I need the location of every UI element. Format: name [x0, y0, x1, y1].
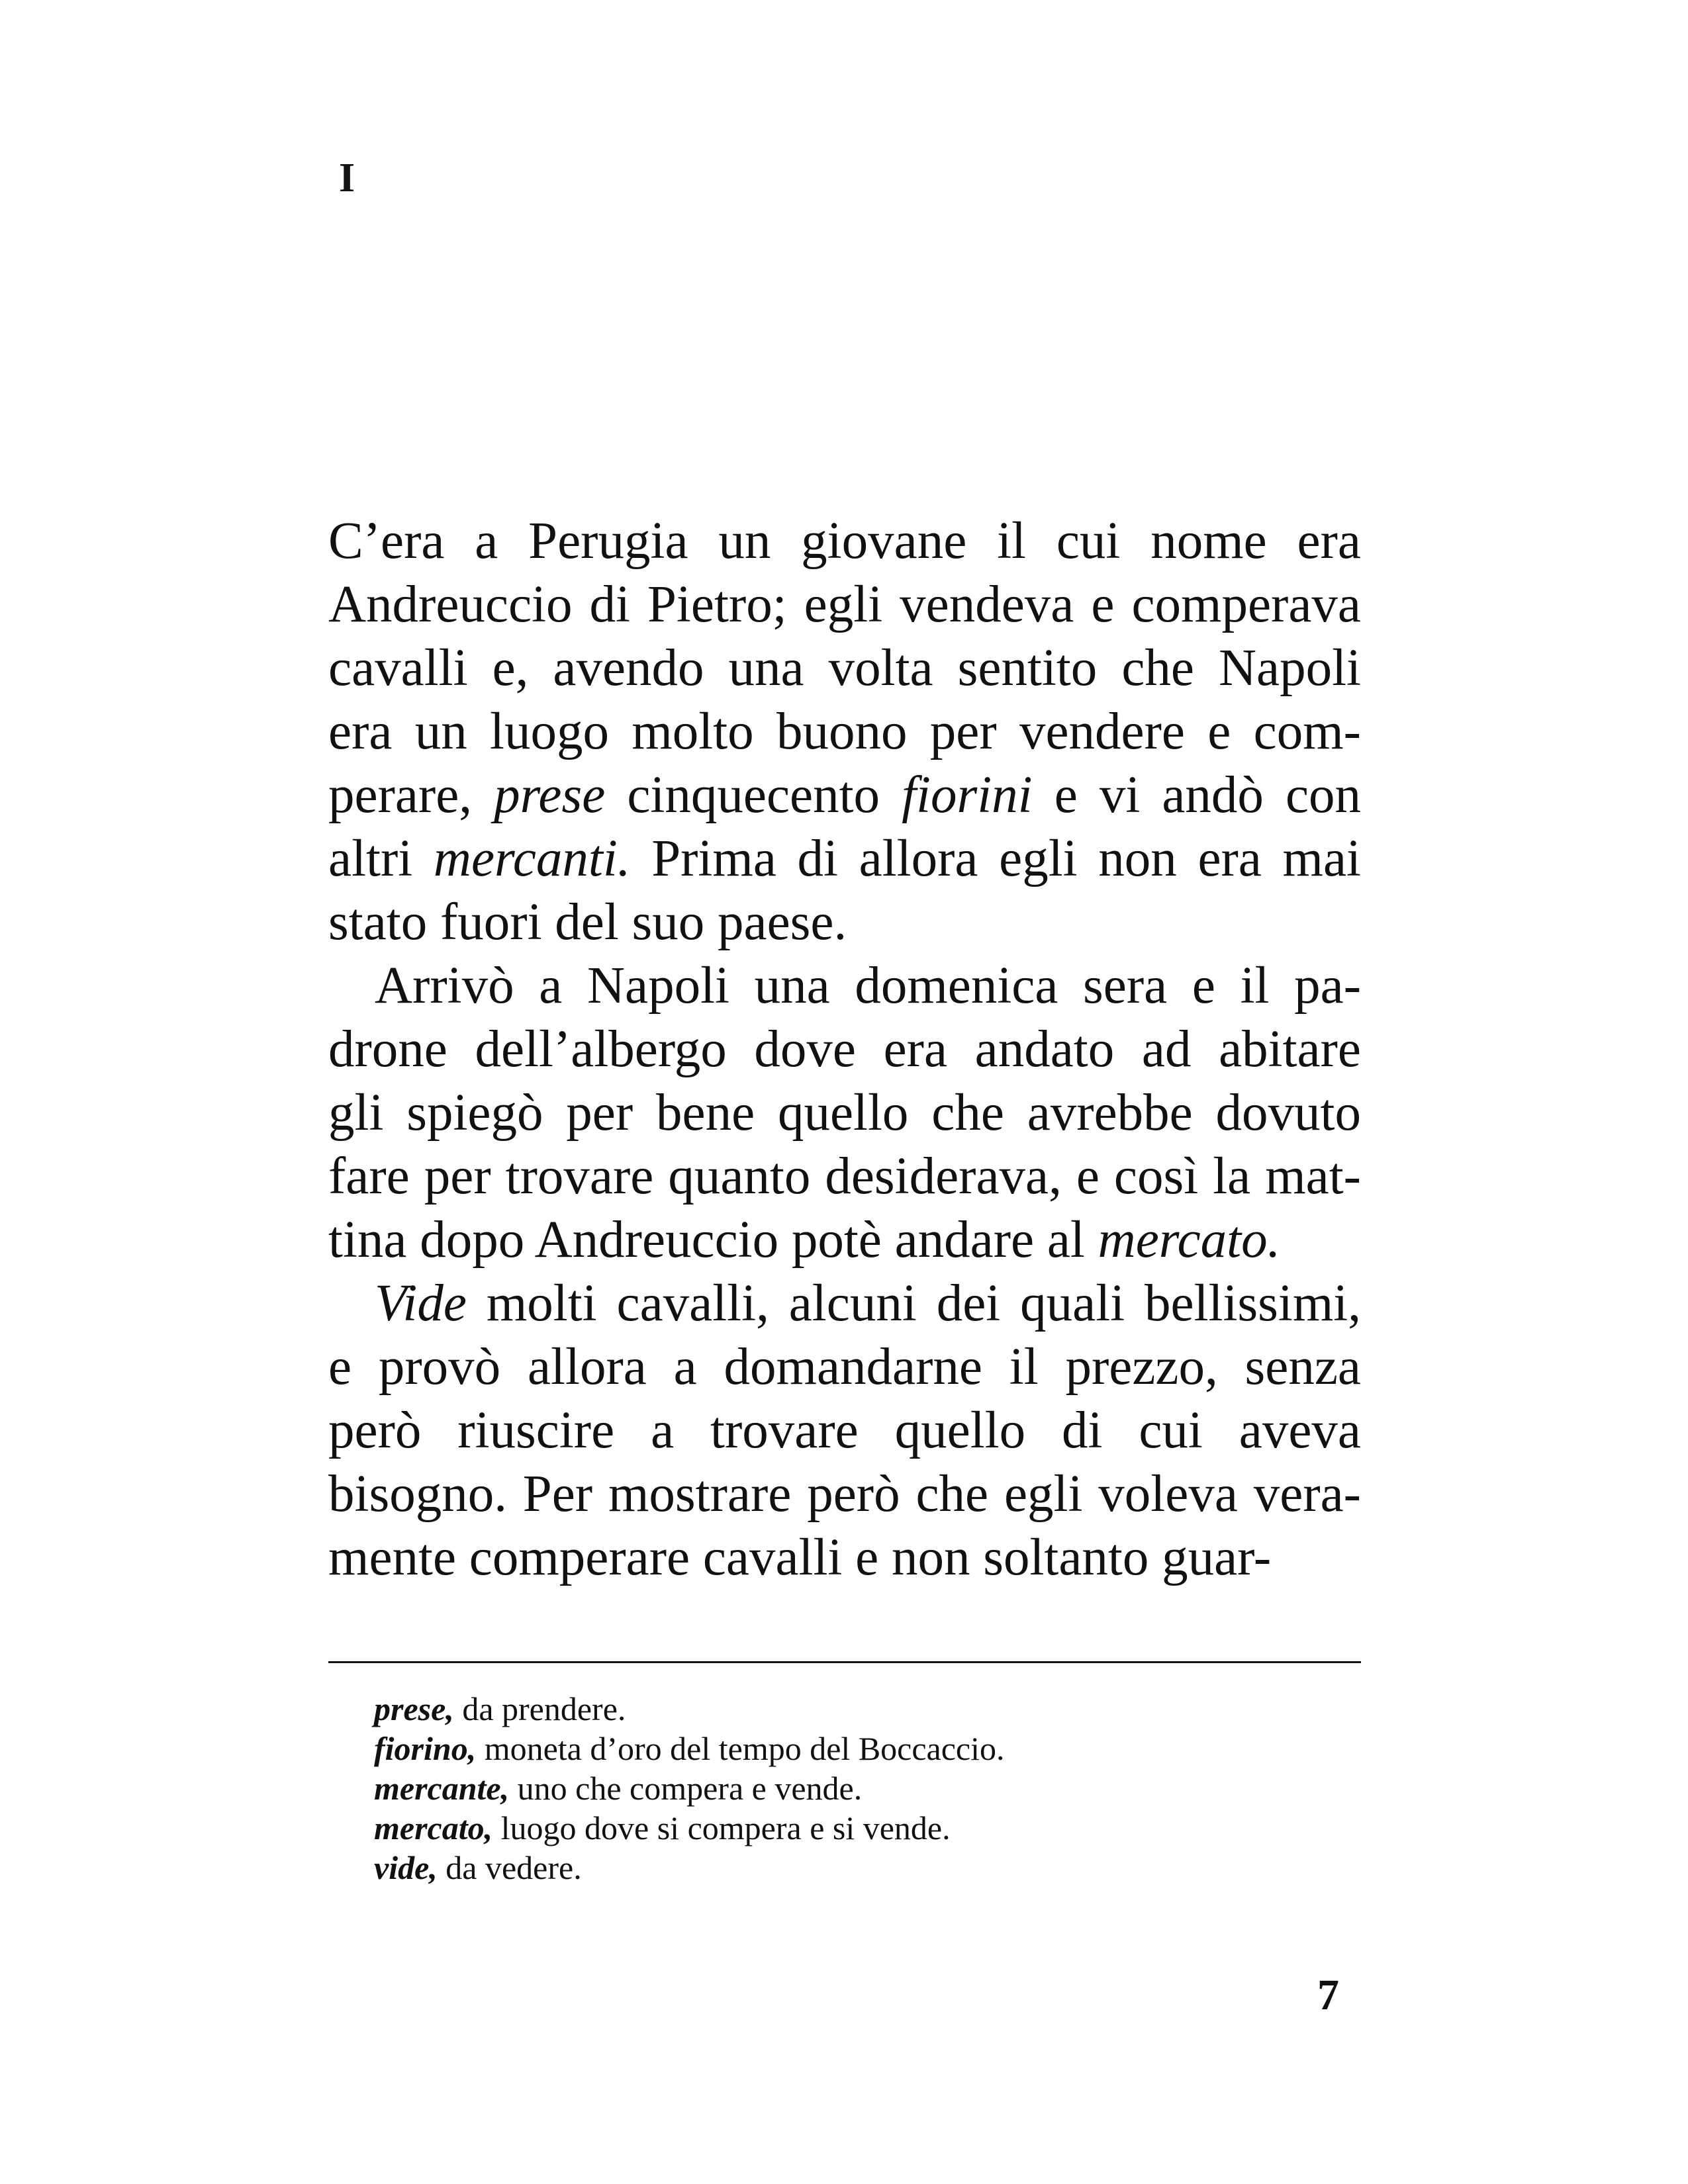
- page-number: 7: [1317, 1971, 1339, 2019]
- text-segment: Arrivò a Napoli una domenica sera e il pa-: [375, 957, 1361, 1015]
- footnote-term: prese,: [374, 1690, 454, 1727]
- text-segment: Prima di allora egli non era mai: [630, 830, 1361, 887]
- paragraph: [328, 510, 1361, 954]
- text-line: [328, 637, 1361, 700]
- text-line: [328, 510, 1361, 573]
- text-segment: molti cavalli, alcuni dei quali bellissimi,: [466, 1275, 1361, 1332]
- footnote-entry: [374, 1768, 1301, 1808]
- glossed-word: Vide: [375, 1275, 467, 1332]
- glossed-word: mercanti.: [433, 830, 631, 887]
- text-line: [328, 1208, 1361, 1272]
- chapter-number: I: [339, 156, 355, 201]
- footnote-definition: da vedere.: [437, 1849, 582, 1886]
- text-segment: però riuscire a trovare quello di cui aveva: [328, 1402, 1361, 1459]
- text-line: [328, 1399, 1361, 1463]
- text-segment: tina dopo Andreuccio potè andare al: [328, 1211, 1098, 1269]
- glossed-word: mercato.: [1098, 1211, 1281, 1269]
- footnote-definition: da prendere.: [453, 1690, 626, 1727]
- paragraph: [328, 1272, 1361, 1590]
- text-line: [328, 1018, 1361, 1081]
- footnote-term: vide,: [374, 1849, 438, 1886]
- text-segment: drone dell’albergo dove era andato ad abitare: [328, 1021, 1361, 1078]
- footnote-divider: [328, 1661, 1361, 1663]
- main-text: [328, 510, 1361, 1590]
- footnote-entry: [374, 1729, 1301, 1768]
- text-line: [328, 1145, 1361, 1208]
- footnote-term: fiorino,: [374, 1730, 477, 1767]
- footnote-term: mercante,: [374, 1770, 510, 1807]
- text-line: [328, 1272, 1361, 1336]
- footnote-entry: [374, 1848, 1301, 1888]
- footnotes: [374, 1689, 1301, 1888]
- text-line: [328, 954, 1361, 1018]
- glossed-word: prese: [494, 766, 606, 824]
- glossed-word: fiorini: [902, 766, 1033, 824]
- text-segment: era un luogo molto buono per vendere e com-: [328, 703, 1361, 760]
- text-segment: mente comperare cavalli e non soltanto guar-: [328, 1529, 1272, 1586]
- footnote-term: mercato,: [374, 1809, 493, 1846]
- text-segment: perare,: [328, 766, 494, 824]
- text-segment: fare per trovare quanto desiderava, e così la mat-: [328, 1148, 1361, 1205]
- text-line: [328, 1463, 1361, 1526]
- text-segment: Andreuccio di Pietro; egli vendeva e comperava: [328, 576, 1361, 633]
- text-line: [328, 700, 1361, 764]
- paragraph: [328, 954, 1361, 1272]
- footnote-entry: [374, 1808, 1301, 1848]
- text-line: [328, 573, 1361, 637]
- text-segment: altri: [328, 830, 434, 887]
- text-segment: cavalli e, avendo una volta sentito che Napoli: [328, 639, 1361, 697]
- text-line: [328, 1336, 1361, 1399]
- text-segment: C’era a Perugia un giovane il cui nome era: [328, 512, 1361, 570]
- footnote-definition: luogo dove si compera e si vende.: [492, 1809, 951, 1846]
- text-line: [328, 1081, 1361, 1145]
- text-segment: bisogno. Per mostrare però che egli voleva vera-: [328, 1465, 1361, 1523]
- text-line: [328, 827, 1361, 891]
- text-line: [328, 891, 1361, 954]
- footnote-entry: [374, 1689, 1301, 1729]
- text-segment: stato fuori del suo paese.: [328, 893, 847, 951]
- text-line: [328, 1526, 1361, 1590]
- text-segment: cinquecento: [605, 766, 902, 824]
- footnote-definition: uno che compera e vende.: [509, 1770, 863, 1807]
- text-segment: e provò allora a domandarne il prezzo, senza: [328, 1338, 1361, 1396]
- footnote-definition: moneta d’oro del tempo del Boccaccio.: [476, 1730, 1005, 1767]
- text-line: [328, 764, 1361, 827]
- text-segment: gli spiegò per bene quello che avrebbe dovuto: [328, 1084, 1361, 1142]
- text-segment: e vi andò con: [1032, 766, 1362, 824]
